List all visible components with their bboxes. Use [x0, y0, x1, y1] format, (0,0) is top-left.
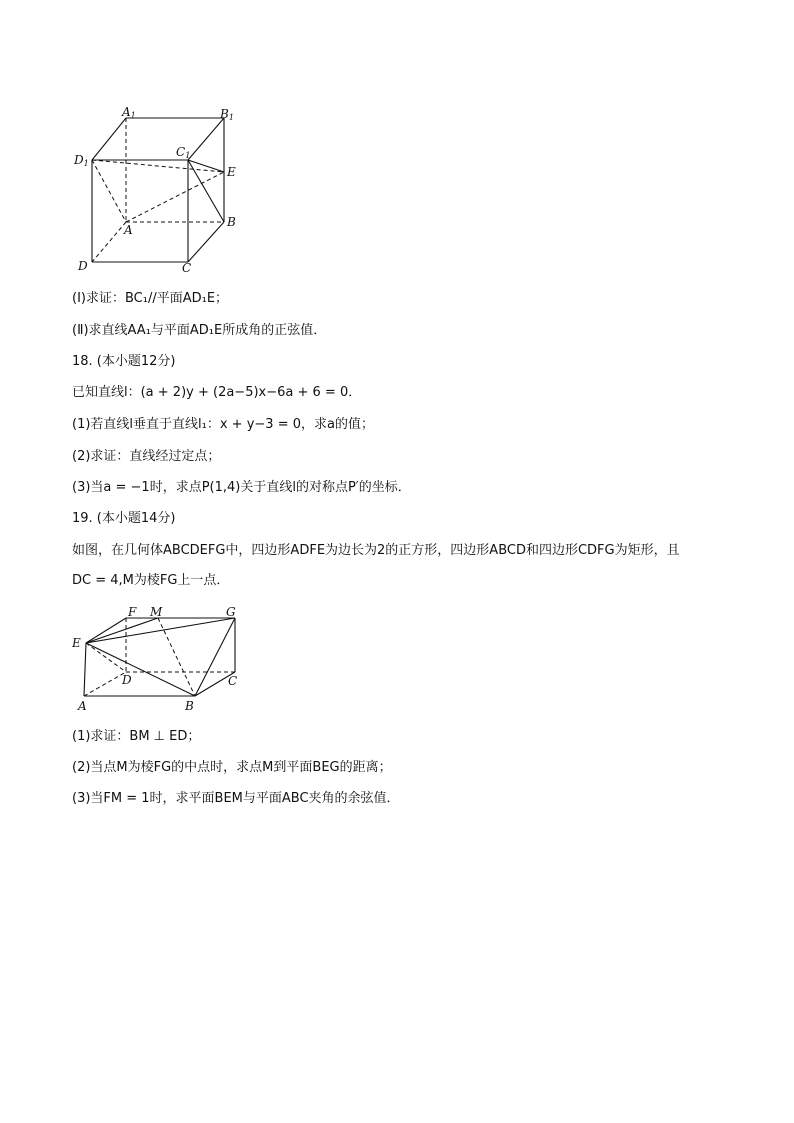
- label-E: E: [227, 165, 236, 179]
- label-E2: E: [72, 636, 81, 650]
- problem19-header: 19. (本小题14分): [72, 511, 176, 526]
- label-A2: A: [78, 699, 87, 713]
- cube-figure: [70, 100, 250, 280]
- label-G: G: [226, 605, 236, 619]
- label-B2: B: [185, 699, 194, 713]
- problem19-part3: (3)当FM = 1时，求平面BEM与平面ABC夹角的余弦值．: [72, 791, 400, 806]
- solid-figure: [70, 600, 260, 715]
- problem18-header: 18. (本小题12分): [72, 354, 176, 369]
- problem17-part2: (Ⅱ)求直线AA₁与平面AD₁E所成角的正弦值．: [72, 323, 327, 338]
- label-M: M: [150, 605, 163, 619]
- label-D: D: [78, 259, 88, 273]
- problem19-part2: (2)当点M为棱FG的中点时，求点M到平面BEG的距离；: [72, 760, 392, 775]
- problem19-stem-line1: 如图，在几何体ABCDEFG中，四边形ADFE为边长为2的正方形，四边形ABCD和四边形CDFG为矩形，且: [72, 543, 680, 558]
- problem18-part1: (1)若直线l垂直于直线l₁：x + y−3 = 0，求a的值；: [72, 417, 374, 432]
- label-C1: C1: [176, 145, 191, 160]
- problem18-part3: (3)当a = −1时，求点P(1,4)关于直线l的对称点P′的坐标．: [72, 480, 411, 495]
- problem18-stem: 已知直线l：(a + 2)y + (2a−5)x−6a + 6 = 0．: [72, 385, 362, 400]
- label-A1: A1: [122, 105, 136, 120]
- label-F: F: [128, 605, 137, 619]
- label-B: B: [227, 215, 236, 229]
- problem18-part2: (2)求证：直线经过定点；: [72, 449, 221, 464]
- label-D1: D1: [74, 153, 89, 168]
- problem19-stem-line2: DC = 4,M为棱FG上一点．: [72, 573, 230, 588]
- label-C: C: [182, 261, 192, 275]
- label-B1: B1: [220, 107, 234, 122]
- label-C2: C: [228, 674, 238, 688]
- label-A: A: [124, 223, 133, 237]
- problem17-part1: (Ⅰ)求证：BC₁//平面AD₁E；: [72, 291, 229, 306]
- label-D2: D: [122, 673, 132, 687]
- problem19-part1: (1)求证：BM ⊥ ED；: [72, 729, 201, 744]
